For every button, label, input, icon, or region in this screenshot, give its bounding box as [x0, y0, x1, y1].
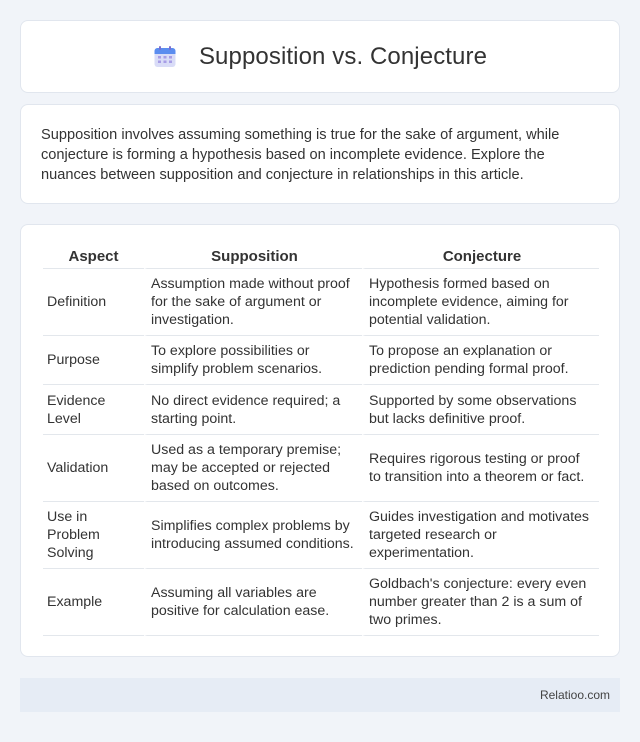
cell-conjecture: To propose an explanation or prediction pending formal proof. [362, 336, 599, 385]
table-row [43, 336, 599, 385]
cell-conjecture: Requires rigorous testing or proof to transition into a theorem or fact. [362, 435, 599, 502]
table-row [43, 385, 599, 435]
header-conjecture: Conjecture [362, 245, 599, 269]
comparison-card [20, 224, 620, 657]
intro-card [20, 104, 620, 204]
footer-brand[interactable]: Relatioo.com [539, 688, 610, 702]
cell-supposition: Assuming all variables are positive for calculation ease. [144, 569, 362, 636]
table-header-row [43, 245, 599, 269]
cell-supposition: Simplifies complex problems by introducing assumed conditions. [144, 502, 362, 569]
title-card [20, 20, 620, 93]
cell-conjecture: Guides investigation and motivates targeted research or experimentation. [362, 502, 599, 569]
cell-aspect: Purpose [43, 336, 144, 385]
cell-conjecture: Goldbach's conjecture: every even number greater than 2 is a sum of two primes. [362, 569, 599, 636]
header-aspect: Aspect [43, 245, 144, 269]
cell-aspect: Example [43, 569, 144, 636]
comparison-table [43, 245, 599, 636]
table-row [43, 569, 599, 636]
cell-aspect: Validation [43, 435, 144, 502]
cell-conjecture: Hypothesis formed based on incomplete evidence, aiming for potential validation. [362, 269, 599, 336]
cell-conjecture: Supported by some observations but lacks definitive proof. [362, 385, 599, 435]
cell-aspect: Use in Problem Solving [43, 502, 144, 569]
cell-supposition: To explore possibilities or simplify problem scenarios. [144, 336, 362, 385]
page-title: Supposition vs. Conjecture [198, 42, 488, 70]
intro-text: Supposition involves assuming something is true for the sake of argument, while conjecture is forming a hypothesis based on incomplete evidence. Explore the nuances between supposition and conjecture in relationships in this article. [41, 127, 560, 183]
footer [20, 678, 620, 712]
cell-supposition: Used as a temporary premise; may be accepted or rejected based on outcomes. [144, 435, 362, 502]
calendar-icon [153, 45, 177, 69]
table-row [43, 435, 599, 502]
table-row [43, 502, 599, 569]
cell-aspect: Evidence Level [43, 385, 144, 435]
cell-aspect: Definition [43, 269, 144, 336]
header-supposition: Supposition [144, 245, 362, 269]
cell-supposition: No direct evidence required; a starting point. [144, 385, 362, 435]
cell-supposition: Assumption made without proof for the sake of argument or investigation. [144, 269, 362, 336]
table-row [43, 269, 599, 336]
